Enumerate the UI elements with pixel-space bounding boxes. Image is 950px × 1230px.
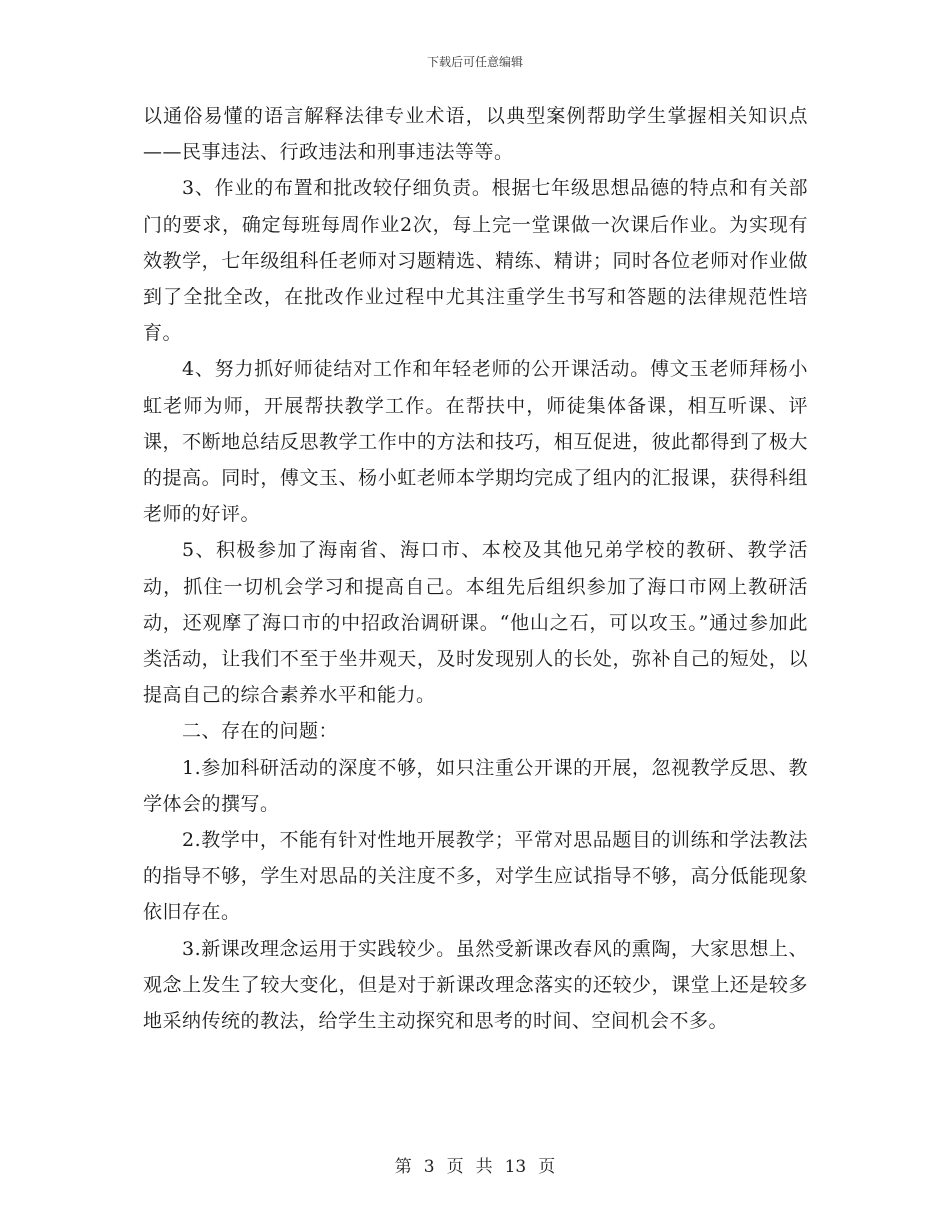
footer-prefix: 第 [394,1157,412,1177]
section-heading-problems: 二、存在的问题： [182,720,339,743]
page-header: 下载后可任意编辑 [426,55,523,69]
paragraph-2: 3、作业的布置和批改较仔细负责。根据七年级思想品德的特点和有关部门的要求，确定每班每周作业2次，每上完一堂课做一次课后作业。为实现有效教学，七年级组科任老师对习题精选、精练、精讲；同时各位老师对作业做到了全批全改，在批改作业过程中尤其注重学生书写和答题的法律规范性培育。 [143,177,808,345]
footer-current-page: 3 [423,1157,435,1177]
page-footer [0,1152,950,1177]
paragraph-7: 2.教学中，不能有针对性地开展教学；平常对思品题目的训练和学法教法的指导不够，学生对思品的关注度不多，对学生应试指导不够，高分低能现象依旧存在。 [143,829,808,924]
paragraph-3: 4、努力抓好师徒结对工作和年轻老师的公开课活动。傅文玉老师拜杨小虹老师为师，开展帮扶教学工作。在帮扶中，师徒集体备课，相互听课、评课，不断地总结反思教学工作中的方法和技巧，相互促进，彼此都得到了极大的提高。同时，傅文玉、杨小虹老师本学期均完成了组内的汇报课，获得科组老师的好评。 [143,358,808,526]
footer-suffix: 页 [538,1157,556,1177]
paragraph-4: 5、积极参加了海南省、海口市、本校及其他兄弟学校的教研、教学活动，抓住一切机会学习和提高自己。本组先后组织参加了海口市网上教研活动，还观摩了海口市的中招政治调研课。“他山之石，可以攻玉。”通过参加此类活动，让我们不至于坐井观天，及时发现别人的长处，弥补自己的短处，以提高自己的综合素养水平和能力。 [143,539,808,707]
footer-total-pages: 13 [504,1157,527,1177]
document-body [143,98,808,1039]
footer-page-word: 页 [446,1157,464,1177]
paragraph-8: 3.新课改理念运用于实践较少。虽然受新课改春风的熏陶，大家思想上、观念上发生了较大变化，但是对于新课改理念落实的还较少，课堂上还是较多地采纳传统的教法，给学生主动探究和思考的时间、空间机会不多。 [143,937,808,1033]
paragraph-6: 1.参加科研活动的深度不够，如只注重公开课的开展，忽视教学反思、教学体会的撰写。 [143,756,808,815]
footer-total-word: 共 [475,1157,493,1177]
paragraph-1: 以通俗易懂的语言解释法律专业术语，以典型案例帮助学生掌握相关知识点——民事违法、行政违法和刑事违法等等。 [143,105,808,164]
